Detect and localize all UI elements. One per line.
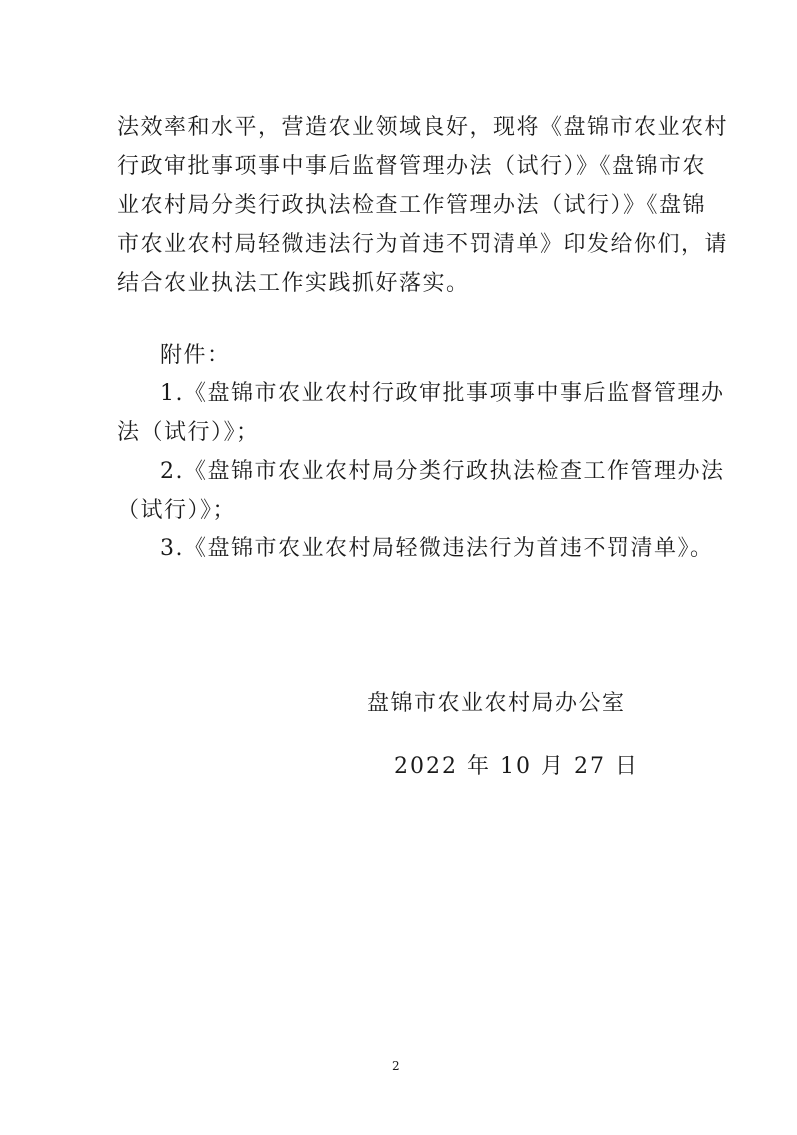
attachment-item-2-line-1: 2.《盘锦市农业农村局分类行政执法检查工作管理办法 [160, 459, 725, 484]
attachment-item-3-line-1: 3.《盘锦市农业农村局轻微违法行为首违不罚清单》。 [160, 536, 714, 561]
attachment-item-1-line-2: 法（试行）》； [117, 420, 260, 445]
attachment-item-2-line-2: （试行）》； [117, 498, 237, 523]
body-line-3: 业农村局分类行政执法检查工作管理办法（试行）》《盘锦 [117, 193, 707, 218]
attachments-heading: 附件： [160, 343, 231, 368]
body-line-4: 市农业农村局轻微违法行为首违不罚清单》印发给你们，请 [117, 232, 729, 257]
attachment-item-1-line-1: 1.《盘锦市农业农村行政审批事项事中事后监督管理办 [160, 381, 725, 406]
body-line-5: 结合农业执法工作实践抓好落实。 [117, 271, 470, 296]
page-number: 2 [392, 1059, 400, 1073]
signature-organization: 盘锦市农业农村局办公室 [367, 691, 626, 716]
body-line-1: 法效率和水平，营造农业领域良好，现将《盘锦市农业农村 [117, 115, 729, 140]
signature-date: 2022 年 10 月 27 日 [394, 754, 639, 779]
body-line-2: 行政审批事项事中事后监督管理办法（试行）》《盘锦市农 [117, 154, 707, 179]
